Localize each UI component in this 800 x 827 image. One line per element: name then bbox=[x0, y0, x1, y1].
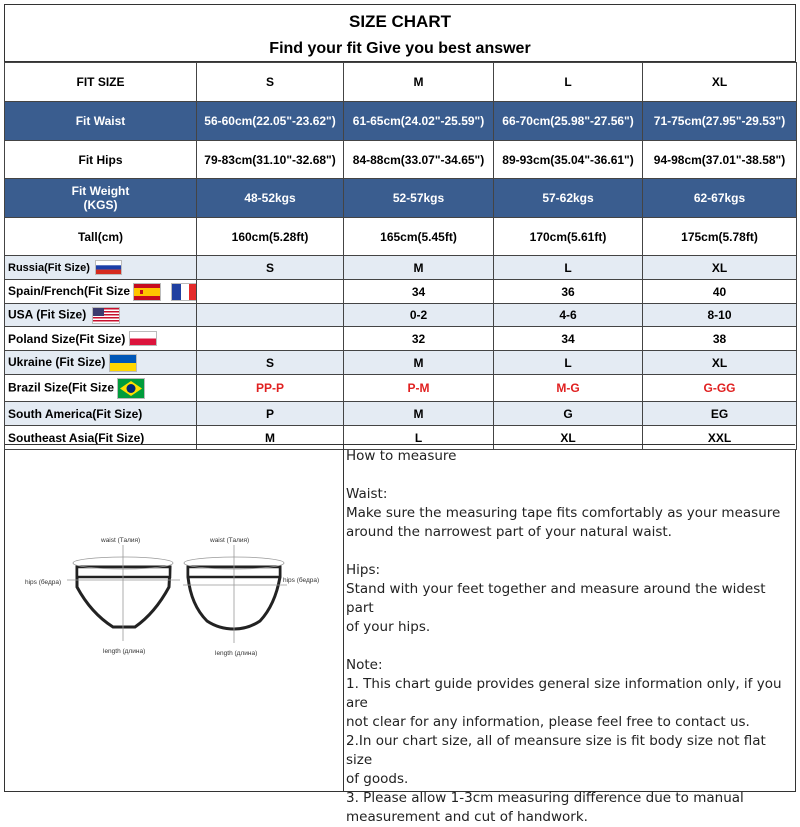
front-waist-label: waist (Талия) bbox=[101, 537, 141, 544]
table-cell: M bbox=[197, 426, 344, 450]
table-row bbox=[5, 304, 797, 327]
waist-text: Make sure the measuring tape fits comfortably as your measure bbox=[346, 505, 781, 521]
chart-subtitle: Find your fit Give you best answer bbox=[269, 40, 531, 57]
hips-text: of your hips. bbox=[346, 619, 431, 635]
size-l: L bbox=[494, 63, 643, 102]
front-garment-icon bbox=[25, 537, 180, 655]
poland-label: Poland Size(Fit Size) bbox=[8, 332, 126, 346]
instructions bbox=[346, 447, 792, 827]
table-cell: XXL bbox=[643, 426, 797, 450]
note-text: 2.In our chart size, all of meansure size is fit body size not flat size bbox=[346, 733, 766, 768]
table-cell: 61-65cm(24.02"-25.59") bbox=[344, 102, 494, 141]
table-row bbox=[5, 280, 797, 304]
table-cell: EG bbox=[643, 402, 797, 426]
france-flag-icon bbox=[171, 283, 197, 301]
table-cell bbox=[197, 327, 344, 351]
note-text: of goods. bbox=[346, 771, 409, 787]
row-label bbox=[5, 351, 197, 375]
table-row bbox=[5, 218, 797, 256]
table-cell: 52-57kgs bbox=[344, 179, 494, 218]
row-label bbox=[5, 256, 197, 280]
table-cell: 34 bbox=[494, 327, 643, 351]
table-cell: 32 bbox=[344, 327, 494, 351]
back-hips-label: hips (бедра) bbox=[283, 577, 320, 584]
waist-heading: Waist: bbox=[346, 486, 388, 502]
note-text: not clear for any information, please feel free to contact us. bbox=[346, 714, 750, 730]
table-cell: 84-88cm(33.07"-34.65") bbox=[344, 141, 494, 179]
brazil-flag-icon bbox=[117, 378, 145, 399]
table-cell: P-M bbox=[344, 375, 494, 402]
table-cell: 36 bbox=[494, 280, 643, 304]
chart-title: SIZE CHART bbox=[349, 12, 451, 31]
front-length-label: length (длина) bbox=[103, 648, 146, 655]
table-cell: XL bbox=[494, 426, 643, 450]
table-cell: 40 bbox=[643, 280, 797, 304]
table-row bbox=[5, 63, 797, 102]
table-row bbox=[5, 141, 797, 179]
table-cell: 0-2 bbox=[344, 304, 494, 327]
table-cell: 160cm(5.28ft) bbox=[197, 218, 344, 256]
russia-flag-icon bbox=[95, 260, 122, 275]
back-garment-icon bbox=[183, 537, 319, 657]
table-cell: L bbox=[344, 426, 494, 450]
table-cell: 34 bbox=[344, 280, 494, 304]
row-label: Fit Hips bbox=[5, 141, 197, 179]
table-cell: 165cm(5.45ft) bbox=[344, 218, 494, 256]
spain-label: Spain/French(Fit Size bbox=[8, 283, 131, 298]
waist-text: around the narrowest part of your natural waist. bbox=[346, 524, 672, 540]
back-waist-label: waist (Талия) bbox=[210, 537, 250, 544]
table-cell bbox=[197, 304, 344, 327]
weight-label-line2: (KGS) bbox=[83, 198, 118, 212]
note-text: 1. This chart guide provides general size information only, if you are bbox=[346, 676, 782, 711]
table-cell: S bbox=[197, 256, 344, 280]
how-to-measure-heading: How to measure bbox=[346, 448, 457, 464]
table-cell: 89-93cm(35.04"-36.61") bbox=[494, 141, 643, 179]
table-cell: 71-75cm(27.95"-29.53") bbox=[643, 102, 797, 141]
table-cell: XL bbox=[643, 256, 797, 280]
table-cell: PP-P bbox=[197, 375, 344, 402]
table-cell: 62-67kgs bbox=[643, 179, 797, 218]
row-label: Fit Waist bbox=[5, 102, 197, 141]
table-cell: M bbox=[344, 256, 494, 280]
note-heading: Note: bbox=[346, 657, 383, 673]
note-text: measurement and cut of handwork. bbox=[346, 809, 588, 825]
table-cell bbox=[197, 280, 344, 304]
usa-flag-icon bbox=[92, 307, 120, 324]
table-cell: 48-52kgs bbox=[197, 179, 344, 218]
hips-heading: Hips: bbox=[346, 562, 381, 578]
back-length-label: length (длина) bbox=[215, 650, 258, 657]
table-cell: M bbox=[344, 402, 494, 426]
russia-label: Russia(Fit Size) bbox=[8, 261, 90, 274]
chart-header bbox=[5, 5, 795, 62]
table-row bbox=[5, 102, 797, 141]
table-cell: 175cm(5.78ft) bbox=[643, 218, 797, 256]
usa-label: USA (Fit Size) bbox=[8, 307, 87, 322]
size-m: M bbox=[344, 63, 494, 102]
fit-size-label: FIT SIZE bbox=[5, 63, 197, 102]
row-label bbox=[5, 304, 197, 327]
measurement-diagram bbox=[5, 445, 344, 792]
table-cell: XL bbox=[643, 351, 797, 375]
table-cell: 56-60cm(22.05"-23.62") bbox=[197, 102, 344, 141]
table-cell: 57-62kgs bbox=[494, 179, 643, 218]
table-cell: M bbox=[344, 351, 494, 375]
ukraine-flag-icon bbox=[109, 354, 137, 372]
front-hips-label: hips (бедра) bbox=[25, 579, 62, 586]
table-cell: M-G bbox=[494, 375, 643, 402]
size-xl: XL bbox=[643, 63, 797, 102]
brazil-label: Brazil Size(Fit Size bbox=[8, 380, 115, 395]
table-cell: 38 bbox=[643, 327, 797, 351]
table-row bbox=[5, 327, 797, 351]
measure-section bbox=[5, 444, 795, 825]
weight-label-line1: Fit Weight bbox=[71, 184, 130, 198]
note-text: 3. Please allow 1-3cm measuring difference due to manual bbox=[346, 790, 744, 806]
underwear-diagram-icon bbox=[5, 445, 343, 792]
table-row bbox=[5, 256, 797, 280]
table-row bbox=[5, 402, 797, 426]
row-label: South America(Fit Size) bbox=[5, 402, 197, 426]
table-row bbox=[5, 375, 797, 402]
table-cell: 79-83cm(31.10"-32.68") bbox=[197, 141, 344, 179]
table-cell: 66-70cm(25.98"-27.56") bbox=[494, 102, 643, 141]
row-label bbox=[5, 375, 197, 402]
row-label bbox=[5, 179, 197, 218]
spain-flag-icon bbox=[133, 283, 161, 301]
poland-flag-icon bbox=[129, 331, 157, 346]
row-label: Southeast Asia(Fit Size) bbox=[5, 426, 197, 450]
ukraine-label: Ukraine (Fit Size) bbox=[8, 354, 106, 369]
size-table bbox=[4, 62, 797, 450]
table-cell: G bbox=[494, 402, 643, 426]
table-cell: S bbox=[197, 351, 344, 375]
table-cell: G-GG bbox=[643, 375, 797, 402]
hips-text: Stand with your feet together and measure around the widest part bbox=[346, 581, 766, 616]
row-label: Tall(cm) bbox=[5, 218, 197, 256]
row-label bbox=[5, 327, 197, 351]
size-chart bbox=[4, 4, 796, 825]
table-cell: L bbox=[494, 351, 643, 375]
row-label bbox=[5, 280, 197, 304]
table-row bbox=[5, 351, 797, 375]
table-cell: 8-10 bbox=[643, 304, 797, 327]
table-row bbox=[5, 179, 797, 218]
table-cell: 4-6 bbox=[494, 304, 643, 327]
table-cell: 170cm(5.61ft) bbox=[494, 218, 643, 256]
table-cell: P bbox=[197, 402, 344, 426]
size-s: S bbox=[197, 63, 344, 102]
table-cell: 94-98cm(37.01"-38.58") bbox=[643, 141, 797, 179]
table-cell: L bbox=[494, 256, 643, 280]
